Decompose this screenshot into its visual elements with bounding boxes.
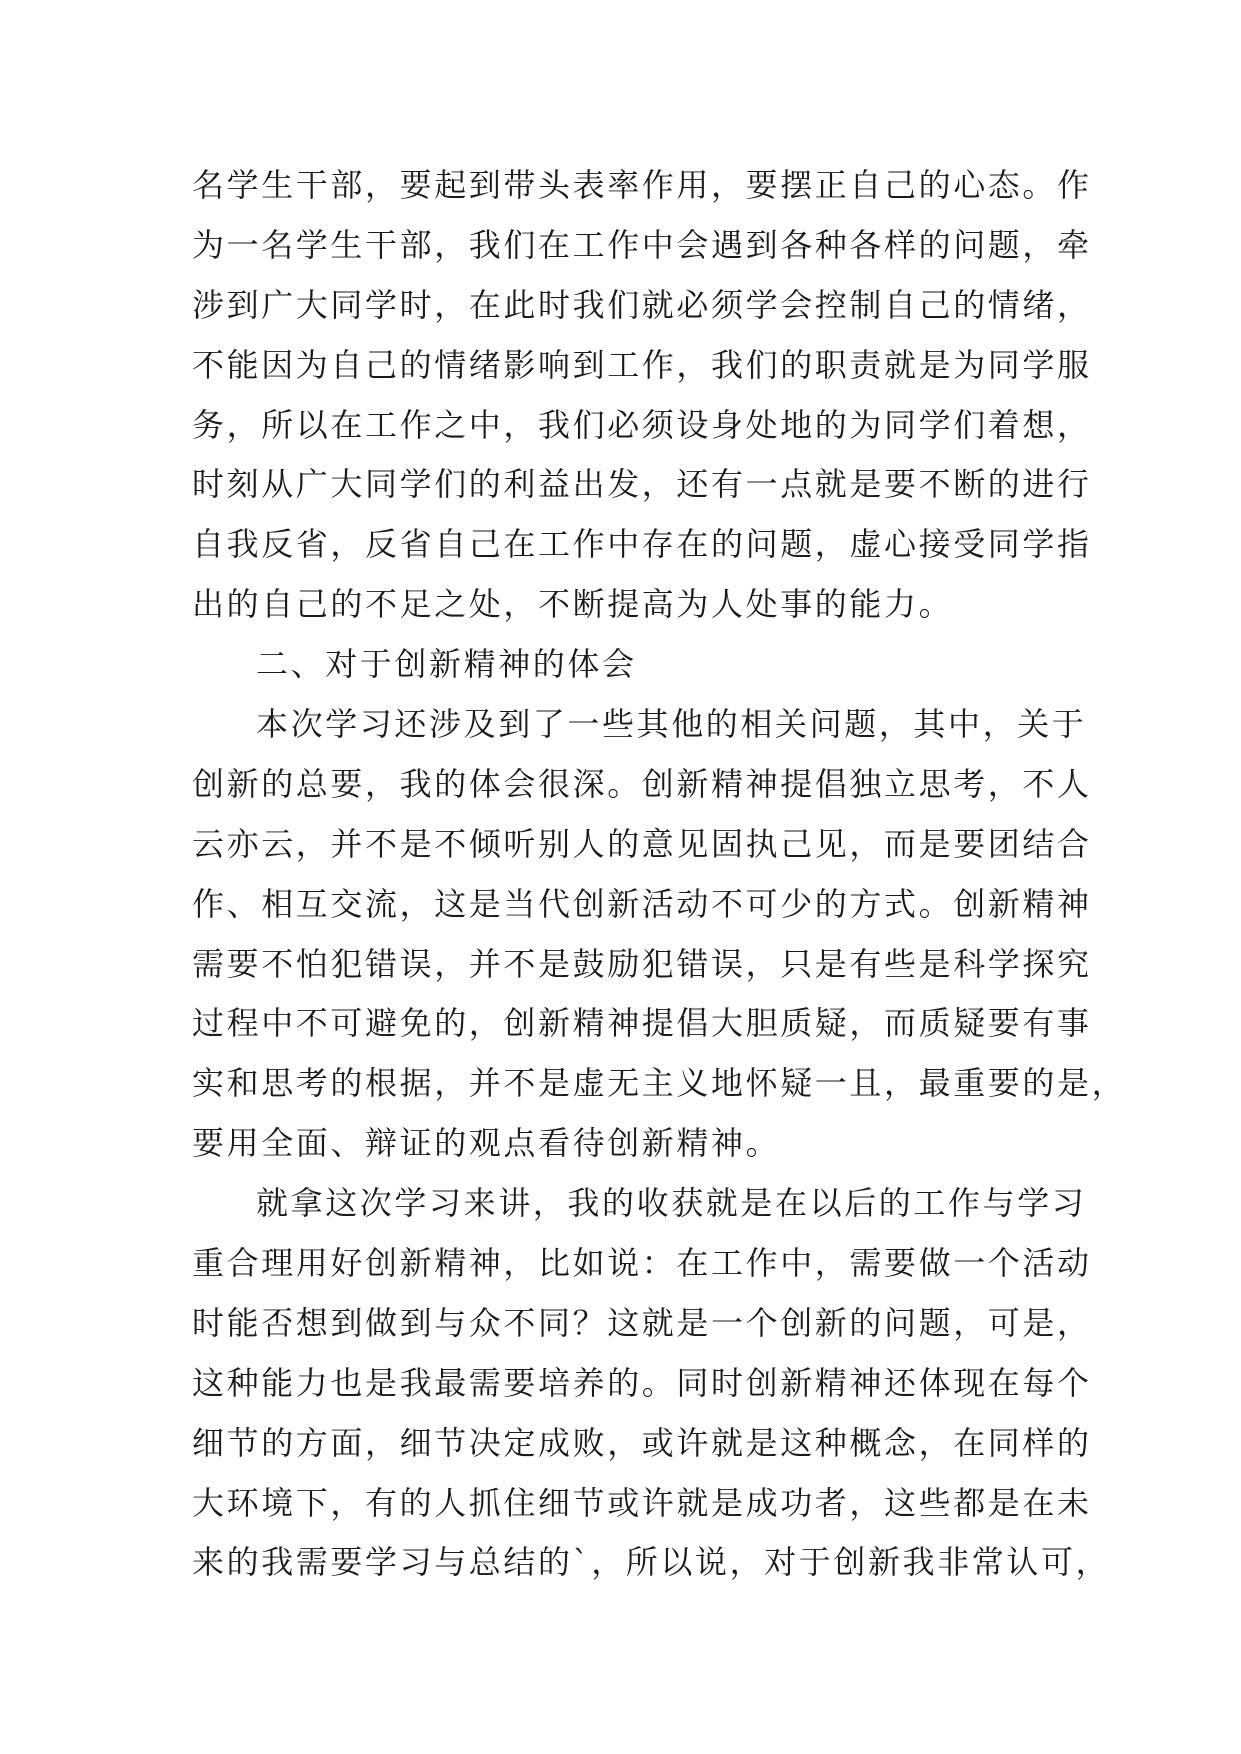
text-line: 这种能力也是我最需要培养的。同时创新精神还体现在每个: [192, 1363, 1092, 1402]
text-line: 过程中不可避免的，创新精神提倡大胆质疑，而质疑要有事: [192, 1004, 1092, 1043]
text-line: 务，所以在工作之中，我们必须设身处地的为同学们着想，: [192, 405, 1092, 444]
text-line: 就拿这次学习来讲，我的收获就是在以后的工作与学习: [256, 1184, 1087, 1223]
text-line: 本次学习还涉及到了一些其他的相关问题，其中，关于: [256, 705, 1087, 744]
text-line: 重合理用好创新精神，比如说：在工作中，需要做一个活动: [192, 1244, 1092, 1283]
text-line: 大环境下，有的人抓住细节或许就是成功者，这些都是在未: [192, 1483, 1092, 1522]
text-line: 为一名学生干部，我们在工作中会遇到各种各样的问题，牵: [192, 225, 1092, 264]
text-line: 时能否想到做到与众不同？这就是一个创新的问题，可是，: [192, 1303, 1092, 1342]
text-line: 实和思考的根据，并不是虚无主义地怀疑一且，最重要的是，: [192, 1064, 1127, 1103]
text-line: 细节的方面，细节决定成败，或许就是这种概念，在同样的: [192, 1423, 1092, 1462]
text-line: 出的自己的不足之处，不断提高为人处事的能力。: [192, 585, 954, 624]
text-line: 创新的总要，我的体会很深。创新精神提倡独立思考，不人: [192, 764, 1092, 803]
text-line: 不能因为自己的情绪影响到工作，我们的职责就是为同学服: [192, 345, 1092, 384]
text-line: 自我反省，反省自己在工作中存在的问题，虚心接受同学指: [192, 525, 1092, 564]
text-line: 作、相互交流，这是当代创新活动不可少的方式。创新精神: [192, 884, 1092, 923]
body-text: [192, 156, 1127, 1593]
section-heading: 二、对于创新精神的体会: [256, 645, 637, 684]
text-line: 来的我需要学习与总结的`，所以说，对于创新我非常认可，: [192, 1543, 1111, 1582]
text-line: 要用全面、辩证的观点看待创新精神。: [192, 1124, 781, 1163]
text-line: 时刻从广大同学们的利益出发，还有一点就是要不断的进行: [192, 465, 1092, 504]
text-line: 云亦云，并不是不倾听别人的意见固执己见，而是要团结合: [192, 824, 1092, 863]
text-line: 需要不怕犯错误，并不是鼓励犯错误，只是有些是科学探究: [192, 944, 1092, 983]
text-line: 涉到广大同学时，在此时我们就必须学会控制自己的情绪，: [192, 285, 1092, 324]
text-line: 名学生干部，要起到带头表率作用，要摆正自己的心态。作: [192, 166, 1092, 204]
